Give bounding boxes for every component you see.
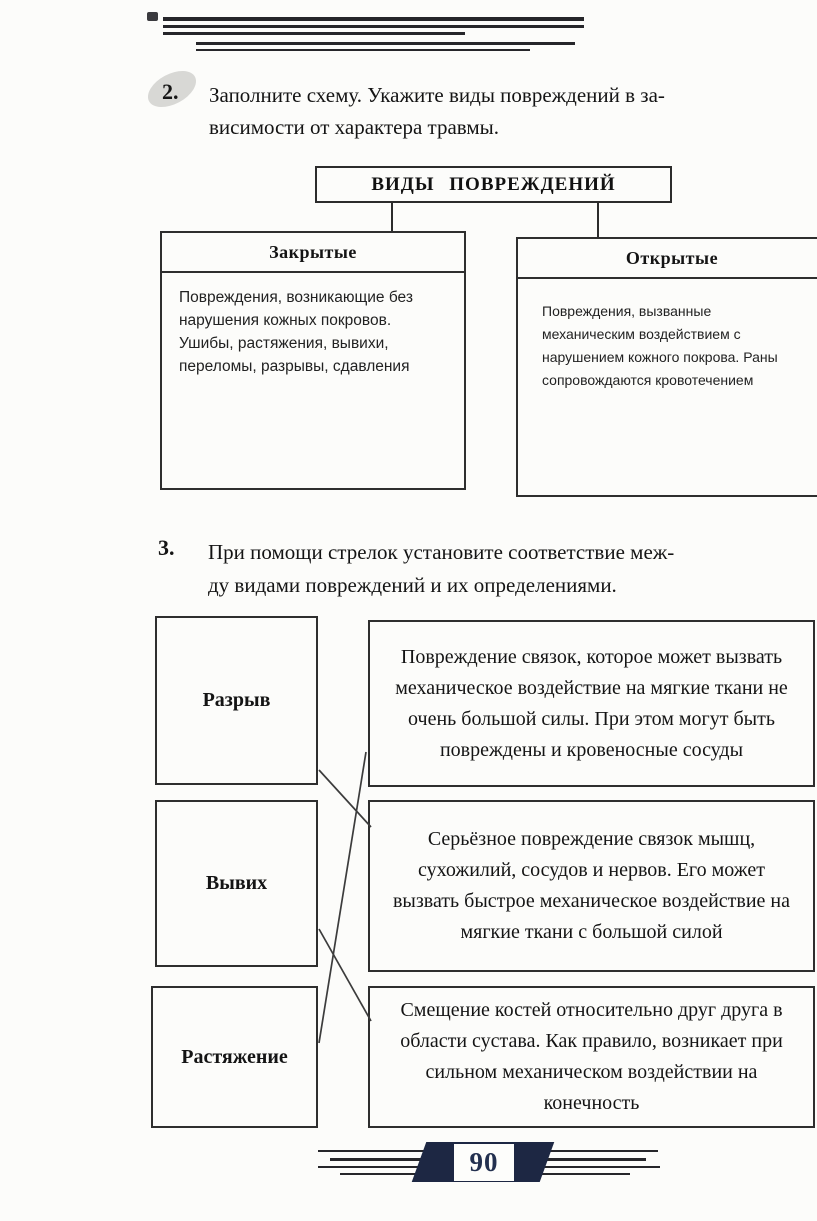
term-label: Растяжение: [181, 1045, 288, 1068]
scheme-connector-right: [597, 203, 599, 237]
term-box-vyvikh: [155, 800, 318, 967]
top-rule: [196, 49, 530, 51]
definition-text: Смещение костей относительно друг друга в области сустава. Как правило, возникает при сильном механическом воздействии на конечность: [400, 999, 783, 1114]
term-label: Вывих: [205, 872, 268, 894]
top-rule: [163, 25, 584, 28]
exercise-3-number: 3.: [158, 535, 175, 560]
definition-box-1: [368, 620, 815, 787]
term-label: Разрыв: [202, 689, 271, 711]
match-line-vyvikh-def3: [319, 929, 371, 1021]
term-box-rastyazhenie: [151, 986, 318, 1128]
definition-box-2: [368, 800, 815, 972]
exercise-3-prompt-line-2: ду видами повреждений и их определениями.: [208, 573, 617, 597]
closed-injuries-title: Закрытые: [162, 233, 464, 273]
match-line-razryv-def2: [319, 770, 371, 827]
exercise-2-number: 2.: [162, 79, 179, 104]
match-line-rastyazhenie-def1: [319, 752, 366, 1043]
page-number: 90: [454, 1144, 514, 1181]
exercise-2-prompt-line-1: Заполните схему. Укажите виды повреждений в за-: [209, 83, 665, 107]
open-injuries-box: [516, 237, 817, 497]
ink-blob: [147, 12, 158, 21]
scheme-title-box: ВИДЫ ПОВРЕЖДЕНИЙ: [315, 166, 672, 203]
definition-box-3: [368, 986, 815, 1128]
term-box-razryv: [155, 616, 318, 785]
top-rule: [163, 17, 584, 21]
scheme-connector-left: [391, 203, 393, 231]
definition-text: Серьёзное повреждение связок мышц, сухожилий, сосудов и нервов. Его может вызвать быстрое механическое воздействие на мягкие ткани с большой силой: [392, 828, 791, 943]
top-rule: [163, 32, 465, 35]
exercise-2-prompt-line-2: висимости от характера травмы.: [209, 115, 499, 139]
closed-injuries-box: [160, 231, 466, 490]
open-injuries-text: Повреждения, вызванные механическим воздействием с нарушением кожного покрова. Раны сопровождаются кровотечением: [542, 303, 778, 388]
exercise-3-prompt-line-1: При помощи стрелок установите соответствие меж-: [208, 540, 675, 564]
open-injuries-title: Открытые: [518, 239, 817, 279]
closed-injuries-text: Повреждения, возникающие без нарушения кожных покровов. Ушибы, растяжения, вывихи, переломы, разрывы, сдавления: [179, 289, 413, 375]
top-rule: [196, 42, 575, 45]
definition-text: Повреждение связок, которое может вызвать механическое воздействие на мягкие ткани не очень большой силы. При этом могут быть повреждены и кровеносные сосуды: [395, 645, 788, 761]
